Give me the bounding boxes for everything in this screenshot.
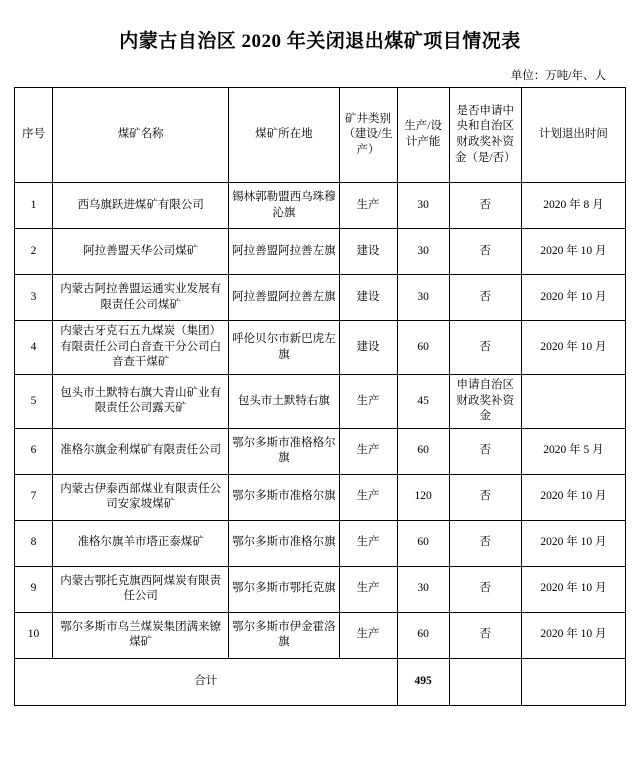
cell-subsidy: 否 xyxy=(449,520,521,566)
table-row xyxy=(15,229,626,275)
column-header-capacity: 生产/设计产能 xyxy=(397,88,449,183)
cell-exit-date xyxy=(521,375,625,429)
cell-mine-type: 生产 xyxy=(339,474,397,520)
cell-index: 3 xyxy=(15,275,53,321)
total-capacity: 495 xyxy=(397,658,449,705)
cell-mine-name: 准格尔旗金利煤矿有限责任公司 xyxy=(53,428,229,474)
cell-location: 阿拉善盟阿拉善左旗 xyxy=(229,229,339,275)
cell-mine-name: 鄂尔多斯市乌兰煤炭集团满来镣煤矿 xyxy=(53,612,229,658)
cell-mine-type: 建设 xyxy=(339,275,397,321)
cell-subsidy: 否 xyxy=(449,183,521,229)
cell-mine-type: 生产 xyxy=(339,428,397,474)
column-header-index: 序号 xyxy=(15,88,53,183)
cell-mine-name: 内蒙古鄂托克旗西阿煤炭有限责任公司 xyxy=(53,566,229,612)
table-row xyxy=(15,428,626,474)
cell-mine-type: 生产 xyxy=(339,612,397,658)
cell-capacity: 60 xyxy=(397,321,449,375)
table-row xyxy=(15,375,626,429)
column-header-mine-name: 煤矿名称 xyxy=(53,88,229,183)
cell-index: 9 xyxy=(15,566,53,612)
cell-exit-date: 2020 年 10 月 xyxy=(521,474,625,520)
cell-location: 鄂尔多斯市鄂托克旗 xyxy=(229,566,339,612)
cell-mine-name: 西乌旗跃进煤矿有限公司 xyxy=(53,183,229,229)
cell-location: 包头市土默特右旗 xyxy=(229,375,339,429)
cell-index: 4 xyxy=(15,321,53,375)
cell-subsidy: 否 xyxy=(449,428,521,474)
cell-index: 2 xyxy=(15,229,53,275)
page-title: 内蒙古自治区 2020 年关闭退出煤矿项目情况表 xyxy=(119,31,521,52)
table-total-row xyxy=(15,658,626,705)
cell-subsidy: 否 xyxy=(449,612,521,658)
cell-subsidy: 否 xyxy=(449,321,521,375)
table-header xyxy=(15,88,626,183)
cell-location: 呼伦贝尔市新巴虎左旗 xyxy=(229,321,339,375)
table-row xyxy=(15,566,626,612)
table-row xyxy=(15,275,626,321)
cell-exit-date: 2020 年 10 月 xyxy=(521,229,625,275)
cell-capacity: 60 xyxy=(397,520,449,566)
cell-index: 1 xyxy=(15,183,53,229)
cell-index: 10 xyxy=(15,612,53,658)
cell-exit-date: 2020 年 10 月 xyxy=(521,566,625,612)
cell-mine-type: 建设 xyxy=(339,321,397,375)
cell-mine-name: 内蒙古伊泰西部煤业有限责任公司安家坡煤矿 xyxy=(53,474,229,520)
cell-subsidy: 申请自治区财政奖补资金 xyxy=(449,375,521,429)
cell-capacity: 30 xyxy=(397,229,449,275)
table-body xyxy=(15,183,626,706)
cell-mine-name: 内蒙古牙克石五九煤炭（集团）有限责任公司白音查干分公司白音查干煤矿 xyxy=(53,321,229,375)
cell-index: 8 xyxy=(15,520,53,566)
cell-mine-type: 生产 xyxy=(339,375,397,429)
cell-subsidy: 否 xyxy=(449,474,521,520)
cell-location: 鄂尔多斯市准格尔旗 xyxy=(229,474,339,520)
cell-capacity: 30 xyxy=(397,183,449,229)
cell-capacity: 45 xyxy=(397,375,449,429)
unit-note: 单位：万吨/年、人 xyxy=(510,70,606,82)
cell-mine-name: 准格尔旗羊市塔正泰煤矿 xyxy=(53,520,229,566)
cell-exit-date: 2020 年 10 月 xyxy=(521,520,625,566)
cell-subsidy: 否 xyxy=(449,566,521,612)
table-row xyxy=(15,474,626,520)
cell-mine-name: 阿拉善盟天华公司煤矿 xyxy=(53,229,229,275)
cell-subsidy: 否 xyxy=(449,275,521,321)
cell-mine-name: 内蒙古阿拉善盟运通实业发展有限责任公司煤矿 xyxy=(53,275,229,321)
table-row xyxy=(15,321,626,375)
cell-capacity: 30 xyxy=(397,275,449,321)
cell-exit-date: 2020 年 10 月 xyxy=(521,275,625,321)
table-row xyxy=(15,183,626,229)
cell-mine-name: 包头市土默特右旗大青山矿业有限责任公司露天矿 xyxy=(53,375,229,429)
cell-mine-type: 生产 xyxy=(339,566,397,612)
column-header-mine-type: 矿井类别（建设/生产） xyxy=(339,88,397,183)
cell-location: 鄂尔多斯市准格尔旗 xyxy=(229,520,339,566)
cell-exit-date: 2020 年 10 月 xyxy=(521,321,625,375)
total-label: 合计 xyxy=(15,658,398,705)
cell-capacity: 120 xyxy=(397,474,449,520)
cell-capacity: 60 xyxy=(397,612,449,658)
cell-location: 阿拉善盟阿拉善左旗 xyxy=(229,275,339,321)
cell-location: 锡林郭勒盟西乌珠穆沁旗 xyxy=(229,183,339,229)
cell-exit-date: 2020 年 8 月 xyxy=(521,183,625,229)
column-header-subsidy: 是否申请中央和自治区财政奖补资金（是/否） xyxy=(449,88,521,183)
column-header-exit-date: 计划退出时间 xyxy=(521,88,625,183)
cell-capacity: 30 xyxy=(397,566,449,612)
cell-location: 鄂尔多斯市伊金霍洛旗 xyxy=(229,612,339,658)
total-subsidy xyxy=(449,658,521,705)
cell-index: 7 xyxy=(15,474,53,520)
cell-capacity: 60 xyxy=(397,428,449,474)
cell-mine-type: 生产 xyxy=(339,520,397,566)
cell-exit-date: 2020 年 5 月 xyxy=(521,428,625,474)
cell-exit-date: 2020 年 10 月 xyxy=(521,612,625,658)
table-row xyxy=(15,612,626,658)
cell-mine-type: 生产 xyxy=(339,183,397,229)
cell-subsidy: 否 xyxy=(449,229,521,275)
table-row xyxy=(15,520,626,566)
column-header-location: 煤矿所在地 xyxy=(229,88,339,183)
total-exit-date xyxy=(521,658,625,705)
cell-index: 6 xyxy=(15,428,53,474)
header-row xyxy=(15,88,626,183)
coal-mine-exit-table xyxy=(14,87,626,706)
cell-mine-type: 建设 xyxy=(339,229,397,275)
cell-location: 鄂尔多斯市准格格尔旗 xyxy=(229,428,339,474)
cell-index: 5 xyxy=(15,375,53,429)
